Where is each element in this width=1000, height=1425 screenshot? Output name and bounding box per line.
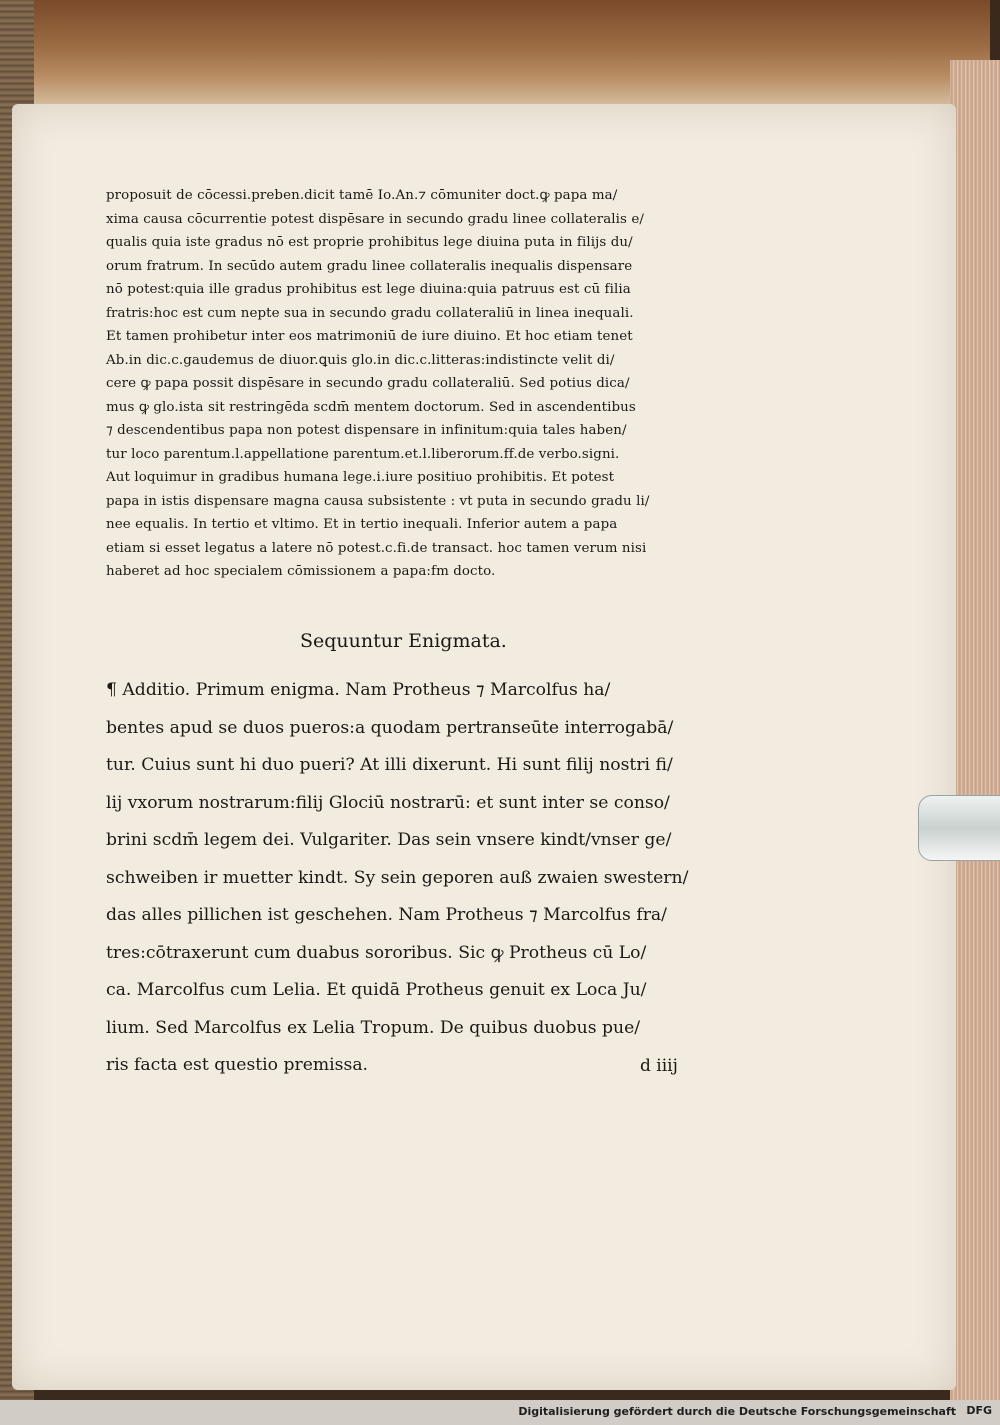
page-clip bbox=[918, 795, 1000, 861]
book-fore-edge bbox=[950, 60, 1000, 1400]
dfg-logo: DFG bbox=[966, 1404, 992, 1417]
commentary-text-block: proposuit de cōcessi.preben.dicit tamē Io.An.⁊ cōmuniter doct.ꝙ papa ma/ xima causa cōcurrentie potest dispēsare in secundo gradu linee collateralis e/ qualis quia iste gradus nō est proprie prohibitus lege diuina puta in filijs du/ orum fratrum. In secūdo autem gradu linee collateralis inequalis dispensare nō potest:quia ille gradus prohibitus est lege diuina:quia patruus est cū filia fratris:hoc est cum nepte sua in secundo gradu collateraliū in linea inequali. Et tamen prohibetur inter eos matrimoniū de iure diuino. Et hoc etiam tenet Ab.in dic.c.gaudemus de diuor.ꝗuis glo.in dic.c.litteras:indistincte velit di/ cere ꝙ papa possit dispēsare in secundo gradu collateraliū. Sed potius dica/ mus ꝙ glo.ista sit restringēda scdm̄ mentem doctorum. Sed in ascendentibus ⁊ descendentibus papa non potest dispensare in infinitum:quia tales haben/ tur loco parentum.l.appellatione parentum.et.l.liberorum.ff.de verbo.signi. Aut loquimur in gradibus humana lege.i.iure positiuo prohibitis. Et potest papa in istis dispensare magna causa subsistente : vt puta in secundo gradu li/ nee equalis. In tertio et vltimo. Et in tertio inequali. Inferior autem a papa etiam si esset legatus a latere nō potest.c.fi.de transact. hoc tamen verum nisi haberet ad hoc specialem cōmissionem a papa:fm docto. bbox=[106, 188, 650, 579]
section-heading: Sequuntur Enigmata. bbox=[300, 630, 507, 652]
enigma-text-block: ¶ Additio. Primum enigma. Nam Protheus ⁊ Marcolfus ha/ bentes apud se duos pueros:a quodam pertranseūte interrogabā/ tur. Cuius sunt hi duo pueri? At illi dixerunt. Hi sunt filij nostri fi/ lij vxorum nostrarum:filij Glociū nostrarū: et sunt inter se conso/ brini scdm̄ legem dei. Vulgariter. Das sein vnsere kindt/vnser ge/ schweiben ir muetter kindt. Sy sein geporen auß zwaien swestern/ das alles pillichen ist geschehen. Nam Protheus ⁊ Marcolfus fra/ tres:cōtraxerunt cum duabus sororibus. Sic ꝙ Protheus cū Lo/ ca. Marcolfus cum Lelia. Et quidā Protheus genuit ex Loca Ju/ lium. Sed Marcolfus ex Lelia Tropum. De quibus duobus pue/ ris facta est questio premissa. bbox=[106, 680, 689, 1075]
book-top-edge bbox=[30, 0, 990, 110]
signature-mark: d iiij bbox=[640, 1056, 678, 1076]
footer-bar bbox=[0, 1400, 1000, 1425]
footer-credit: Digitalisierung gefördert durch die Deutsche Forschungsgemeinschaft bbox=[518, 1405, 956, 1418]
